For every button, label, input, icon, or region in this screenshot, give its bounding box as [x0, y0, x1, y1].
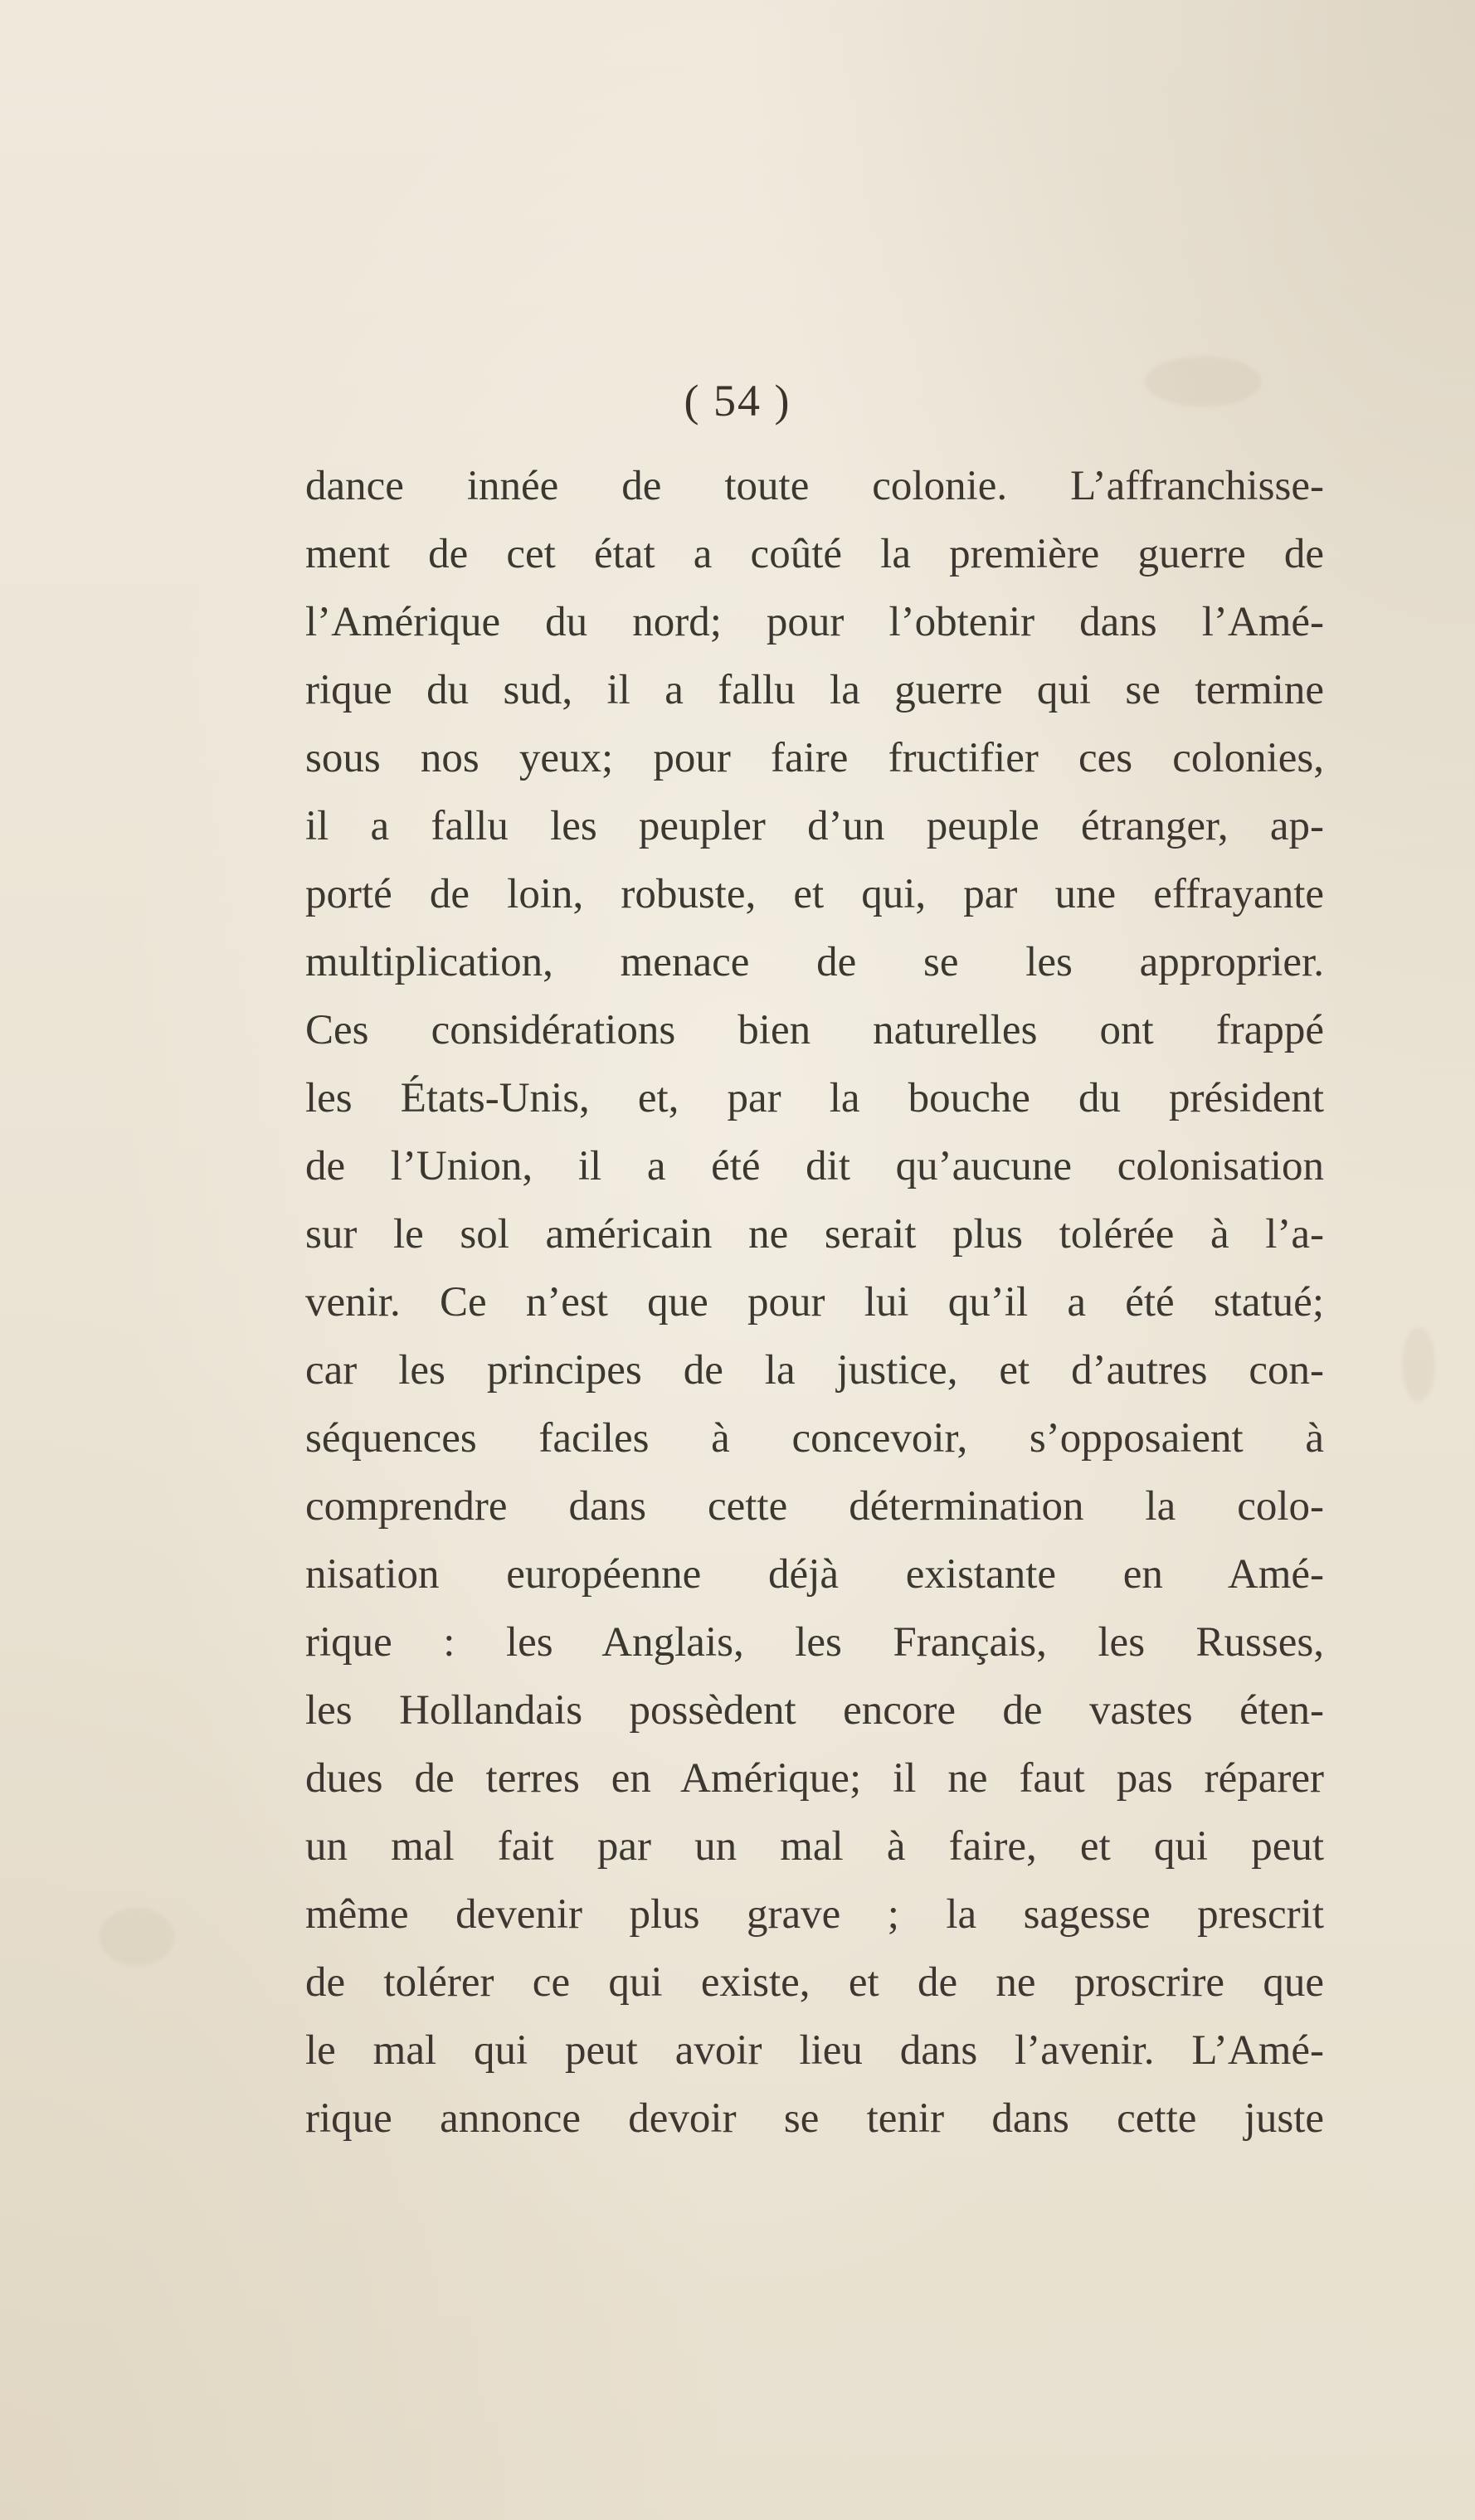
text-line: car les principes de la justice, et d’autres con-: [305, 1347, 1324, 1394]
text-line: sur le sol américain ne serait plus tolérée à l’a-: [305, 1211, 1324, 1258]
text-line: rique annonce devoir se tenir dans cette juste: [305, 2095, 1324, 2142]
text-line: même devenir plus grave ; la sagesse prescrit: [305, 1891, 1324, 1938]
text-line: il a fallu les peupler d’un peuple étranger, ap-: [305, 803, 1324, 849]
text-line: dance innée de toute colonie. L’affranchisse-: [305, 463, 1324, 509]
text-line: porté de loin, robuste, et qui, par une effrayante: [305, 871, 1324, 917]
text-line: dues de terres en Amérique; il ne faut pas réparer: [305, 1755, 1324, 1802]
text-line: un mal fait par un mal à faire, et qui peut: [305, 1823, 1324, 1870]
text-line: rique : les Anglais, les Français, les Russes,: [305, 1619, 1324, 1666]
body-text: [305, 452, 1324, 2153]
text-line: comprendre dans cette détermination la colo-: [305, 1483, 1324, 1530]
text-line: de l’Union, il a été dit qu’aucune colonisation: [305, 1143, 1324, 1189]
text-line: Ces considérations bien naturelles ont frappé: [305, 1007, 1324, 1053]
text-line: venir. Ce n’est que pour lui qu’il a été statué;: [305, 1279, 1324, 1326]
text-line: rique du sud, il a fallu la guerre qui se termine: [305, 667, 1324, 713]
text-line: de tolérer ce qui existe, et de ne proscrire que: [305, 1959, 1324, 2006]
paper-stain: [100, 1908, 174, 1966]
text-line: multiplication, menace de se les approprier.: [305, 939, 1324, 985]
text-line: le mal qui peut avoir lieu dans l’avenir. L’Amé-: [305, 2027, 1324, 2074]
text-line: les États-Unis, et, par la bouche du président: [305, 1075, 1324, 1121]
paper-stain: [1402, 1327, 1435, 1402]
text-line: sous nos yeux; pour faire fructifier ces colonies,: [305, 735, 1324, 781]
text-line: séquences faciles à concevoir, s’opposaient à: [305, 1415, 1324, 1462]
text-line: les Hollandais possèdent encore de vastes éten-: [305, 1687, 1324, 1734]
page-number-header: ( 54 ): [684, 376, 791, 426]
text-line: nisation européenne déjà existante en Amé-: [305, 1551, 1324, 1598]
text-line: ment de cet état a coûté la première guerre de: [305, 531, 1324, 577]
text-line: l’Amérique du nord; pour l’obtenir dans l’Amé-: [305, 599, 1324, 645]
